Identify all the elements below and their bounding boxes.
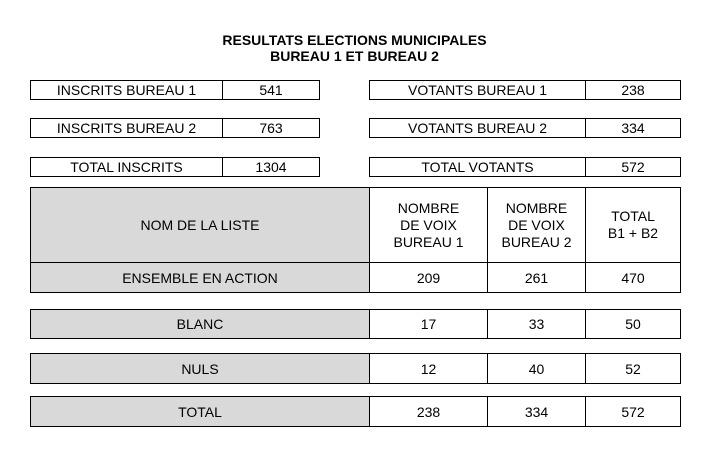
header-b2	[487, 187, 586, 263]
table-row-b1: 238	[369, 396, 488, 427]
total-inscrits-value: 1304	[222, 157, 320, 177]
total-votants-value: 572	[585, 157, 681, 177]
table-row-b2: 261	[487, 262, 586, 293]
table-row-total: 572	[585, 396, 681, 427]
header-b1-line1: NOMBRE	[397, 199, 460, 216]
table-row-b1: 12	[369, 353, 488, 384]
header-b1-line2: DE VOIX	[400, 216, 457, 233]
votants-b2-value: 334	[585, 118, 681, 138]
header-list-name: NOM DE LA LISTE	[30, 187, 370, 263]
table-row-b2: 40	[487, 353, 586, 384]
header-b1	[369, 187, 488, 263]
total-votants-label: TOTAL VOTANTS	[369, 157, 586, 177]
table-row-b2: 33	[487, 309, 586, 339]
inscrits-b2-label: INSCRITS BUREAU 2	[30, 118, 223, 138]
header-b2-line1: NOMBRE	[505, 199, 568, 216]
inscrits-b2-value: 763	[222, 118, 320, 138]
header-b2-line3: BUREAU 2	[501, 233, 572, 250]
inscrits-b1-value: 541	[222, 80, 320, 100]
inscrits-b1-label: INSCRITS BUREAU 1	[30, 80, 223, 100]
table-row-total: 50	[585, 309, 681, 339]
header-total-line2: B1 + B2	[607, 225, 659, 241]
header-total-line1: TOTAL	[611, 208, 655, 224]
total-inscrits-label: TOTAL INSCRITS	[30, 157, 223, 177]
table-row-b1: 17	[369, 309, 488, 339]
table-row-name: ENSEMBLE EN ACTION	[30, 262, 370, 293]
header-b1-line3: BUREAU 1	[393, 233, 464, 250]
header-b2-line2: DE VOIX	[508, 216, 565, 233]
table-row-b1: 209	[369, 262, 488, 293]
table-row-name: BLANC	[30, 309, 370, 339]
votants-b1-value: 238	[585, 80, 681, 100]
title-line-1: RESULTATS ELECTIONS MUNICIPALES	[222, 32, 487, 48]
table-row-total: 52	[585, 353, 681, 384]
table-row-name: TOTAL	[30, 396, 370, 427]
votants-b1-label: VOTANTS BUREAU 1	[369, 80, 586, 100]
table-row-name: NULS	[30, 353, 370, 384]
header-total	[585, 187, 681, 263]
votants-b2-label: VOTANTS BUREAU 2	[369, 118, 586, 138]
table-row-b2: 334	[487, 396, 586, 427]
table-row-total: 470	[585, 262, 681, 293]
title-line-2: BUREAU 1 ET BUREAU 2	[270, 48, 439, 64]
